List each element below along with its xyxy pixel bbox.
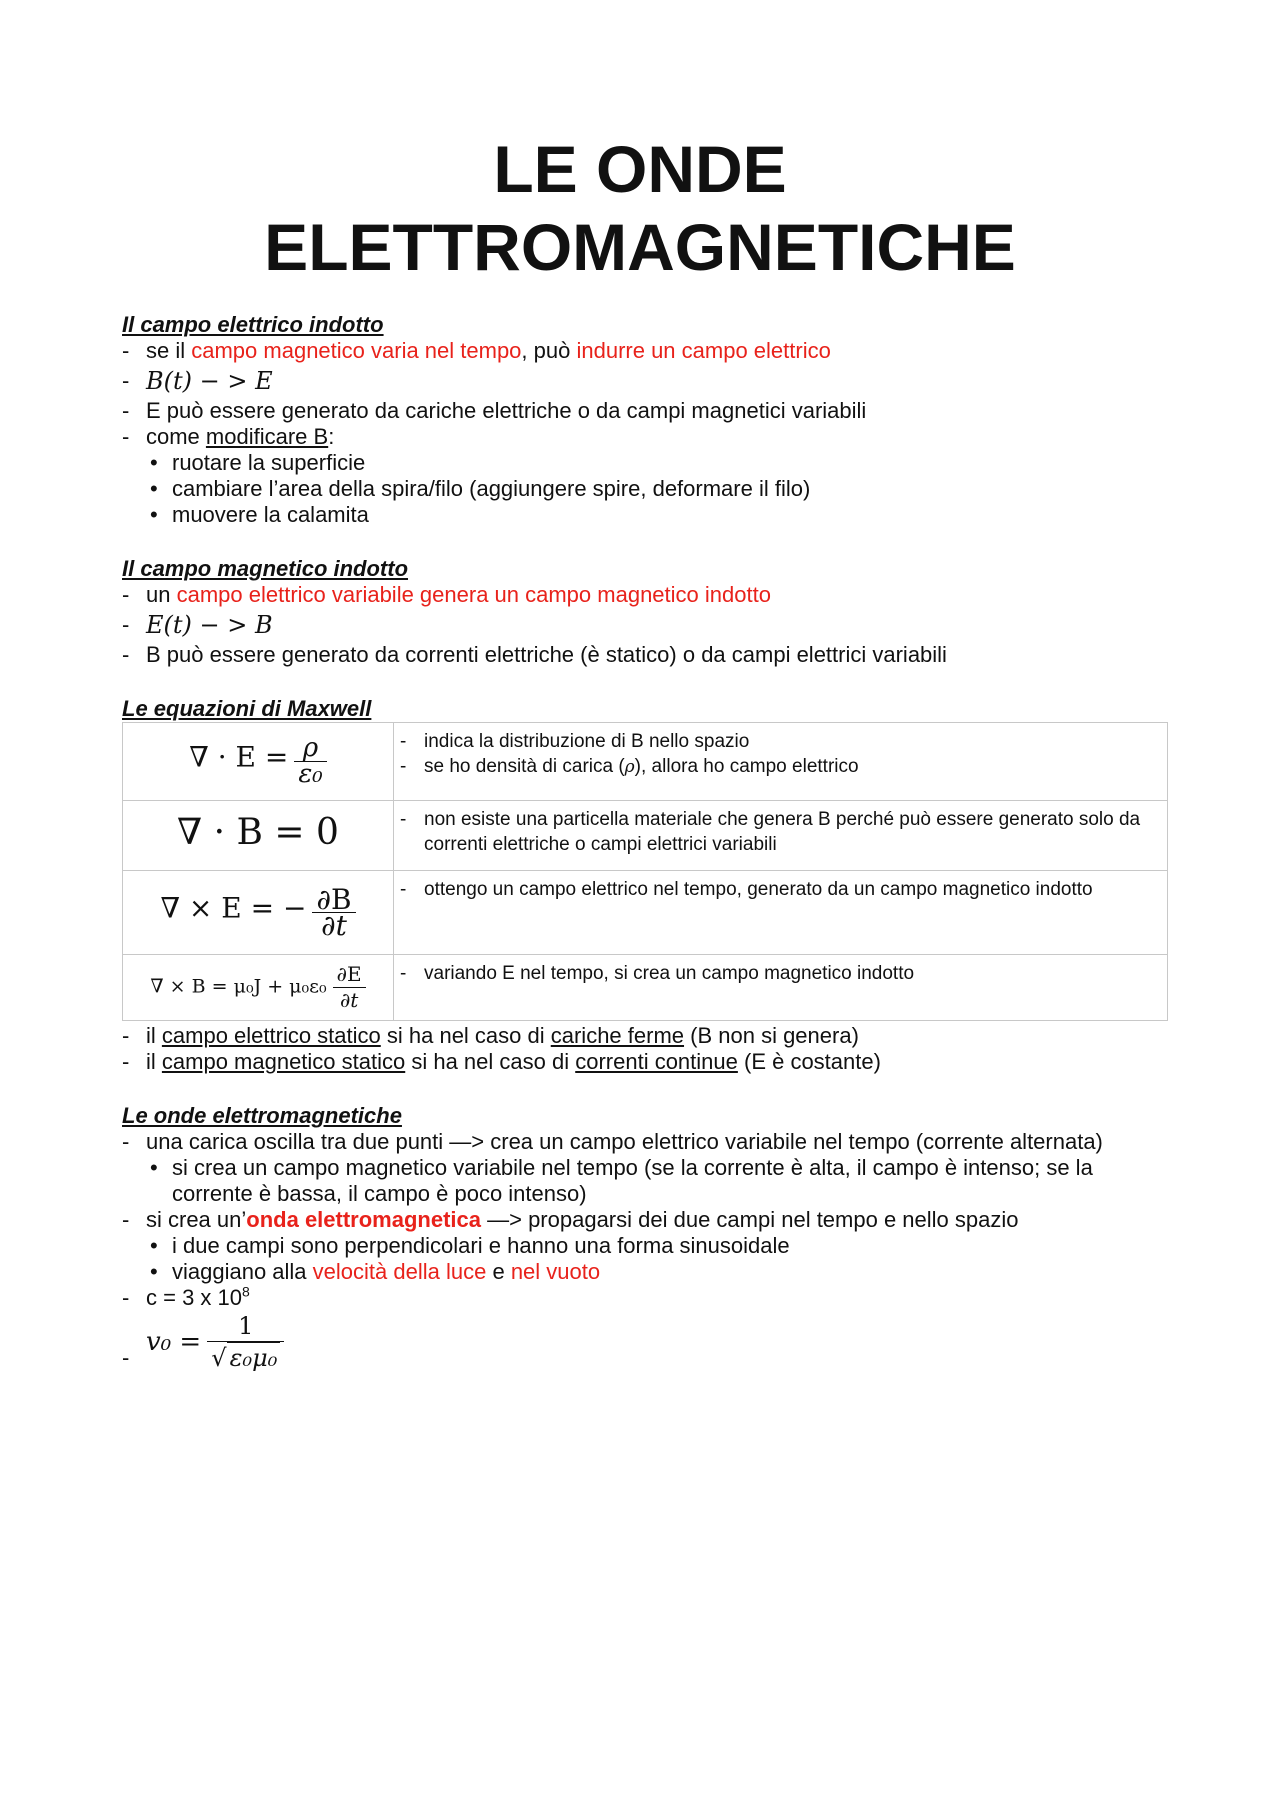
list-item xyxy=(122,642,1172,668)
list-item xyxy=(400,754,1159,780)
section-heading: Il campo magnetico indotto xyxy=(122,556,409,581)
dash-marker: - xyxy=(122,1023,130,1048)
text: e xyxy=(486,1259,511,1284)
denominator: ε₀ xyxy=(298,759,323,789)
text: cambiare l’area della spira/filo (aggiungere spire, deformare il filo) xyxy=(172,476,811,501)
text: si ha nel caso di xyxy=(405,1049,576,1074)
underlined-text: correnti continue xyxy=(575,1049,738,1074)
list-item xyxy=(122,582,1172,608)
text: il xyxy=(146,1023,162,1048)
bullet-item xyxy=(122,1155,1172,1207)
bullet-item xyxy=(122,502,1172,528)
text: viaggiano alla xyxy=(172,1259,313,1284)
bullet-item xyxy=(122,1233,1172,1259)
list-item xyxy=(122,1311,1172,1375)
text: c = 3 x 10 xyxy=(146,1285,243,1310)
dash-marker: - xyxy=(122,368,130,393)
text: come xyxy=(146,424,206,449)
equation-lhs: ∇ × B = μ₀J + μ₀ε₀ xyxy=(150,975,327,998)
highlight-text: indurre un campo elettrico xyxy=(576,338,831,363)
description-cell xyxy=(394,801,1168,871)
equation-lhs: v₀ = xyxy=(146,1327,202,1357)
document-body xyxy=(122,312,1172,1403)
text: se ho densità di carica ( xyxy=(424,756,625,777)
highlight-text: campo elettrico variabile genera un campo magnetico indotto xyxy=(176,582,771,607)
bullet-marker: • xyxy=(150,1155,158,1180)
bullet-item xyxy=(122,476,1172,502)
text: non esiste una particella materiale che genera B perché può essere generato solo da correnti elettriche o campi elettrici variabili xyxy=(424,809,1141,855)
list-item xyxy=(122,398,1172,424)
section-heading: Le onde elettromagnetiche xyxy=(122,1103,402,1128)
maxwell-table xyxy=(122,722,1168,1021)
description-cell xyxy=(394,723,1168,801)
underlined-text: campo elettrico statico xyxy=(161,1023,381,1048)
list-item xyxy=(122,1285,1172,1311)
text: , può xyxy=(521,338,577,363)
list-item xyxy=(122,338,1172,364)
dash-marker: - xyxy=(122,398,130,423)
equation-lhs: ∇ × E = − xyxy=(160,891,307,925)
table-row xyxy=(123,871,1168,955)
text: si ha nel caso di xyxy=(380,1023,551,1048)
underlined-text: campo magnetico statico xyxy=(161,1049,406,1074)
list-item xyxy=(400,961,1159,986)
dash-marker: - xyxy=(122,1345,130,1370)
bullet-item xyxy=(122,1259,1172,1285)
text: B può essere generato da correnti elettriche (è statico) o da campi elettrici variabili xyxy=(146,642,947,667)
radicand: ε₀μ₀ xyxy=(227,1342,281,1373)
title-line-1: LE ONDE xyxy=(493,132,787,206)
dash-marker: - xyxy=(400,809,407,830)
list-item xyxy=(400,807,1159,857)
dash-marker: - xyxy=(122,1129,130,1154)
text: : xyxy=(328,424,335,449)
title-line-2: ELETTROMAGNETICHE xyxy=(264,210,1016,284)
text: indica la distribuzione di B nello spazio xyxy=(424,731,750,752)
list-item xyxy=(122,1023,1172,1049)
denominator: ∂t xyxy=(339,988,359,1012)
description-cell xyxy=(394,871,1168,955)
section-heading: Le equazioni di Maxwell xyxy=(122,696,372,721)
numerator: ∂B xyxy=(312,887,355,913)
text: i due campi sono perpendicolari e hanno una forma sinusoidale xyxy=(172,1233,790,1258)
text: ), allora ho campo elettrico xyxy=(634,756,859,777)
description-cell xyxy=(394,955,1168,1021)
dash-marker: - xyxy=(122,338,130,363)
denominator: ∂t xyxy=(321,909,347,942)
fraction xyxy=(294,733,326,789)
bullet-marker: • xyxy=(150,502,158,527)
dash-marker: - xyxy=(400,731,407,752)
text: un xyxy=(146,582,177,607)
rho-symbol: ρ xyxy=(624,757,635,777)
table-row xyxy=(123,801,1168,871)
dash-marker: - xyxy=(400,879,407,900)
fraction xyxy=(333,962,366,1013)
section-campo-elettrico-indotto xyxy=(122,312,1172,528)
exponent: 8 xyxy=(242,1283,250,1300)
text: si crea un’ xyxy=(146,1207,247,1232)
text: se il xyxy=(146,338,192,363)
math-expression: E(t) − > B xyxy=(146,611,273,639)
equation-cell xyxy=(123,801,394,871)
dash-marker: - xyxy=(400,963,407,984)
text: (E è costante) xyxy=(737,1049,881,1074)
underlined-text: cariche ferme xyxy=(550,1023,685,1048)
list-item xyxy=(122,1207,1172,1233)
section-campo-magnetico-indotto xyxy=(122,556,1172,668)
underlined-text: modificare B xyxy=(205,424,329,449)
bullet-marker: • xyxy=(150,1233,158,1258)
section-equazioni-maxwell xyxy=(122,696,1172,1075)
table-row xyxy=(123,723,1168,801)
text: ruotare la superficie xyxy=(172,450,366,475)
equation: ∇ · B = 0 xyxy=(177,812,339,853)
highlight-text: onda elettromagnetica xyxy=(246,1207,481,1232)
text: il xyxy=(146,1049,162,1074)
dash-marker: - xyxy=(122,582,130,607)
section-heading: Il campo elettrico indotto xyxy=(122,312,384,337)
dash-marker: - xyxy=(122,424,130,449)
numerator: 1 xyxy=(207,1311,284,1342)
highlight-text: nel vuoto xyxy=(510,1259,601,1284)
dash-marker: - xyxy=(122,1285,130,1310)
fraction xyxy=(207,1311,284,1373)
equation-cell xyxy=(123,955,394,1021)
dash-marker: - xyxy=(122,1049,130,1074)
list-item xyxy=(400,729,1159,754)
list-item xyxy=(122,1049,1172,1075)
list-item xyxy=(122,608,1172,642)
section-onde-elettromagnetiche xyxy=(122,1103,1172,1375)
list-item xyxy=(122,424,1172,450)
highlight-text: campo magnetico varia nel tempo xyxy=(191,338,522,363)
bullet-marker: • xyxy=(150,1259,158,1284)
page-title xyxy=(0,130,1280,286)
equation-cell xyxy=(123,723,394,801)
text: muovere la calamita xyxy=(172,502,369,527)
list-item xyxy=(122,364,1172,398)
text: variando E nel tempo, si crea un campo magnetico indotto xyxy=(424,963,915,984)
denominator: √ ε₀μ₀ xyxy=(207,1342,284,1373)
equation-lhs: ∇ · E = xyxy=(189,740,289,774)
bullet-marker: • xyxy=(150,476,158,501)
list-item xyxy=(400,877,1159,902)
fraction xyxy=(312,883,355,942)
dash-marker: - xyxy=(122,642,130,667)
numerator: ∂E xyxy=(333,962,366,988)
highlight-text: velocità della luce xyxy=(312,1259,487,1284)
dash-marker: - xyxy=(122,1207,130,1232)
text: —> propagarsi dei due campi nel tempo e nello spazio xyxy=(481,1207,1019,1232)
table-row xyxy=(123,955,1168,1021)
list-item xyxy=(122,1129,1172,1155)
text: ottengo un campo elettrico nel tempo, generato da un campo magnetico indotto xyxy=(424,879,1093,900)
numerator: ρ xyxy=(294,736,326,762)
text: si crea un campo magnetico variabile nel tempo (se la corrente è alta, il campo è intenso; se la corrente è bassa, il campo è poco intenso) xyxy=(172,1155,1093,1206)
bullet-item xyxy=(122,450,1172,476)
text: una carica oscilla tra due punti —> crea un campo elettrico variabile nel tempo (corrente alternata) xyxy=(146,1129,1103,1154)
equation-cell xyxy=(123,871,394,955)
text: (B non si genera) xyxy=(684,1023,859,1048)
dash-marker: - xyxy=(122,612,130,637)
math-expression: B(t) − > E xyxy=(146,367,273,395)
text: E può essere generato da cariche elettriche o da campi magnetici variabili xyxy=(146,398,867,423)
bullet-marker: • xyxy=(150,450,158,475)
dash-marker: - xyxy=(400,756,407,777)
